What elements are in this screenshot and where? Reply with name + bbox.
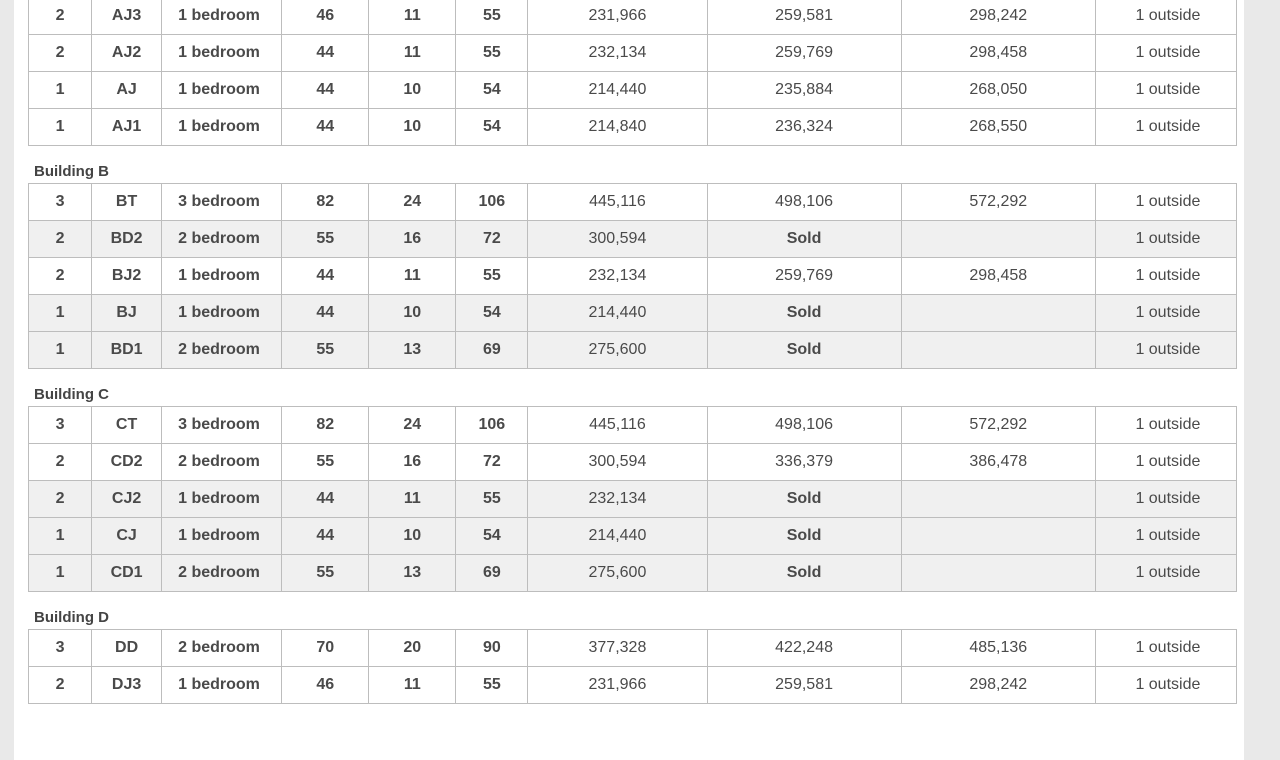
area-balcony-cell: 10: [369, 518, 456, 555]
price-cell: 377,328: [528, 630, 707, 667]
unit-type-cell: 1 bedroom: [162, 109, 282, 146]
price-cell: 236,324: [707, 109, 901, 146]
price-cell: Sold: [707, 555, 901, 592]
unit-code-cell: BJ: [92, 295, 162, 332]
parking-cell: 1 outside: [1095, 667, 1236, 704]
floors-cell: 3: [29, 630, 92, 667]
price-cell: 300,594: [528, 221, 707, 258]
area-interior-cell: 46: [282, 0, 369, 35]
price-cell: 498,106: [707, 184, 901, 221]
area-balcony-cell: 11: [369, 481, 456, 518]
area-balcony-cell: 11: [369, 0, 456, 35]
units-table: [28, 0, 1237, 146]
area-interior-cell: 44: [282, 72, 369, 109]
area-interior-cell: 44: [282, 295, 369, 332]
unit-code-cell: AJ2: [92, 35, 162, 72]
area-total-cell: 54: [456, 72, 528, 109]
area-total-cell: 55: [456, 258, 528, 295]
parking-cell: 1 outside: [1095, 295, 1236, 332]
price-cell: 275,600: [528, 555, 707, 592]
price-cell: 298,242: [901, 0, 1095, 35]
table-row: [29, 555, 1237, 592]
area-total-cell: 90: [456, 630, 528, 667]
area-balcony-cell: 10: [369, 109, 456, 146]
unit-code-cell: CD2: [92, 444, 162, 481]
area-balcony-cell: 13: [369, 555, 456, 592]
area-total-cell: 55: [456, 35, 528, 72]
unit-type-cell: 1 bedroom: [162, 481, 282, 518]
unit-type-cell: 1 bedroom: [162, 0, 282, 35]
area-total-cell: 106: [456, 184, 528, 221]
price-cell: Sold: [707, 518, 901, 555]
price-cell: 214,440: [528, 295, 707, 332]
parking-cell: 1 outside: [1095, 221, 1236, 258]
price-cell: [901, 518, 1095, 555]
price-cell: 498,106: [707, 407, 901, 444]
unit-type-cell: 2 bedroom: [162, 444, 282, 481]
parking-cell: 1 outside: [1095, 332, 1236, 369]
unit-type-cell: 2 bedroom: [162, 630, 282, 667]
page: [14, 0, 1244, 760]
price-cell: 259,581: [707, 0, 901, 35]
unit-type-cell: 3 bedroom: [162, 407, 282, 444]
area-total-cell: 55: [456, 0, 528, 35]
price-cell: 572,292: [901, 184, 1095, 221]
area-total-cell: 72: [456, 444, 528, 481]
unit-type-cell: 2 bedroom: [162, 555, 282, 592]
units-table: [28, 406, 1237, 592]
table-row: [29, 295, 1237, 332]
unit-type-cell: 2 bedroom: [162, 221, 282, 258]
price-cell: [901, 221, 1095, 258]
floors-cell: 2: [29, 444, 92, 481]
price-cell: 259,769: [707, 35, 901, 72]
price-cell: 232,134: [528, 481, 707, 518]
price-cell: 386,478: [901, 444, 1095, 481]
floors-cell: 3: [29, 407, 92, 444]
table-row: [29, 109, 1237, 146]
table-row: [29, 518, 1237, 555]
area-balcony-cell: 13: [369, 332, 456, 369]
floors-cell: 2: [29, 221, 92, 258]
table-row: [29, 630, 1237, 667]
area-interior-cell: 44: [282, 109, 369, 146]
building-heading: Building B: [34, 163, 109, 180]
price-cell: 231,966: [528, 0, 707, 35]
table-row: [29, 667, 1237, 704]
area-interior-cell: 46: [282, 667, 369, 704]
area-total-cell: 55: [456, 481, 528, 518]
price-cell: 298,458: [901, 258, 1095, 295]
parking-cell: 1 outside: [1095, 109, 1236, 146]
unit-type-cell: 1 bedroom: [162, 258, 282, 295]
floors-cell: 2: [29, 35, 92, 72]
price-cell: 336,379: [707, 444, 901, 481]
parking-cell: 1 outside: [1095, 184, 1236, 221]
area-total-cell: 72: [456, 221, 528, 258]
table-row: [29, 407, 1237, 444]
table-row: [29, 221, 1237, 258]
unit-code-cell: CJ: [92, 518, 162, 555]
unit-code-cell: DJ3: [92, 667, 162, 704]
area-interior-cell: 70: [282, 630, 369, 667]
unit-code-cell: BD1: [92, 332, 162, 369]
floors-cell: 1: [29, 295, 92, 332]
table-row: [29, 35, 1237, 72]
area-balcony-cell: 16: [369, 444, 456, 481]
price-cell: 275,600: [528, 332, 707, 369]
area-interior-cell: 44: [282, 35, 369, 72]
area-balcony-cell: 11: [369, 35, 456, 72]
price-cell: Sold: [707, 221, 901, 258]
price-cell: 232,134: [528, 258, 707, 295]
price-cell: 235,884: [707, 72, 901, 109]
area-total-cell: 55: [456, 667, 528, 704]
price-cell: 214,840: [528, 109, 707, 146]
area-balcony-cell: 24: [369, 407, 456, 444]
area-interior-cell: 44: [282, 258, 369, 295]
floors-cell: 2: [29, 481, 92, 518]
unit-type-cell: 3 bedroom: [162, 184, 282, 221]
price-cell: 259,769: [707, 258, 901, 295]
units-table: [28, 629, 1237, 704]
area-balcony-cell: 16: [369, 221, 456, 258]
price-cell: [901, 481, 1095, 518]
price-cell: [901, 295, 1095, 332]
parking-cell: 1 outside: [1095, 444, 1236, 481]
unit-code-cell: DD: [92, 630, 162, 667]
building-heading: Building C: [34, 386, 109, 403]
unit-code-cell: CD1: [92, 555, 162, 592]
price-cell: Sold: [707, 332, 901, 369]
floors-cell: 1: [29, 518, 92, 555]
area-balcony-cell: 10: [369, 72, 456, 109]
unit-code-cell: BJ2: [92, 258, 162, 295]
area-total-cell: 54: [456, 518, 528, 555]
price-cell: [901, 332, 1095, 369]
unit-type-cell: 1 bedroom: [162, 518, 282, 555]
unit-price-list: [28, 0, 1238, 704]
price-cell: Sold: [707, 481, 901, 518]
parking-cell: 1 outside: [1095, 35, 1236, 72]
area-total-cell: 54: [456, 295, 528, 332]
price-cell: [901, 555, 1095, 592]
parking-cell: 1 outside: [1095, 0, 1236, 35]
floors-cell: 1: [29, 109, 92, 146]
table-row: [29, 444, 1237, 481]
price-cell: 259,581: [707, 667, 901, 704]
price-cell: 214,440: [528, 518, 707, 555]
area-interior-cell: 55: [282, 332, 369, 369]
parking-cell: 1 outside: [1095, 72, 1236, 109]
area-balcony-cell: 10: [369, 295, 456, 332]
price-cell: 268,550: [901, 109, 1095, 146]
unit-code-cell: AJ1: [92, 109, 162, 146]
unit-type-cell: 2 bedroom: [162, 332, 282, 369]
unit-code-cell: BD2: [92, 221, 162, 258]
area-interior-cell: 55: [282, 221, 369, 258]
table-row: [29, 184, 1237, 221]
units-table: [28, 183, 1237, 369]
price-cell: 572,292: [901, 407, 1095, 444]
area-total-cell: 69: [456, 332, 528, 369]
area-interior-cell: 44: [282, 481, 369, 518]
unit-code-cell: CT: [92, 407, 162, 444]
table-row: [29, 0, 1237, 35]
floors-cell: 2: [29, 258, 92, 295]
parking-cell: 1 outside: [1095, 407, 1236, 444]
price-cell: 445,116: [528, 407, 707, 444]
price-cell: 231,966: [528, 667, 707, 704]
area-interior-cell: 82: [282, 184, 369, 221]
area-interior-cell: 44: [282, 518, 369, 555]
table-row: [29, 481, 1237, 518]
unit-type-cell: 1 bedroom: [162, 295, 282, 332]
floors-cell: 1: [29, 72, 92, 109]
price-cell: 298,242: [901, 667, 1095, 704]
parking-cell: 1 outside: [1095, 258, 1236, 295]
area-interior-cell: 55: [282, 444, 369, 481]
price-cell: Sold: [707, 295, 901, 332]
price-cell: 298,458: [901, 35, 1095, 72]
area-balcony-cell: 20: [369, 630, 456, 667]
floors-cell: 1: [29, 332, 92, 369]
table-row: [29, 72, 1237, 109]
area-total-cell: 69: [456, 555, 528, 592]
parking-cell: 1 outside: [1095, 630, 1236, 667]
floors-cell: 2: [29, 0, 92, 35]
unit-code-cell: BT: [92, 184, 162, 221]
price-cell: 422,248: [707, 630, 901, 667]
parking-cell: 1 outside: [1095, 518, 1236, 555]
parking-cell: 1 outside: [1095, 555, 1236, 592]
price-cell: 214,440: [528, 72, 707, 109]
area-balcony-cell: 11: [369, 258, 456, 295]
floors-cell: 1: [29, 555, 92, 592]
unit-type-cell: 1 bedroom: [162, 72, 282, 109]
area-total-cell: 54: [456, 109, 528, 146]
area-balcony-cell: 24: [369, 184, 456, 221]
floors-cell: 3: [29, 184, 92, 221]
table-row: [29, 332, 1237, 369]
unit-type-cell: 1 bedroom: [162, 35, 282, 72]
table-row: [29, 258, 1237, 295]
area-interior-cell: 55: [282, 555, 369, 592]
price-cell: 232,134: [528, 35, 707, 72]
floors-cell: 2: [29, 667, 92, 704]
unit-code-cell: AJ3: [92, 0, 162, 35]
parking-cell: 1 outside: [1095, 481, 1236, 518]
unit-code-cell: AJ: [92, 72, 162, 109]
building-heading: Building D: [34, 609, 109, 626]
price-cell: 268,050: [901, 72, 1095, 109]
unit-type-cell: 1 bedroom: [162, 667, 282, 704]
area-interior-cell: 82: [282, 407, 369, 444]
area-total-cell: 106: [456, 407, 528, 444]
unit-code-cell: CJ2: [92, 481, 162, 518]
price-cell: 485,136: [901, 630, 1095, 667]
area-balcony-cell: 11: [369, 667, 456, 704]
price-cell: 300,594: [528, 444, 707, 481]
price-cell: 445,116: [528, 184, 707, 221]
